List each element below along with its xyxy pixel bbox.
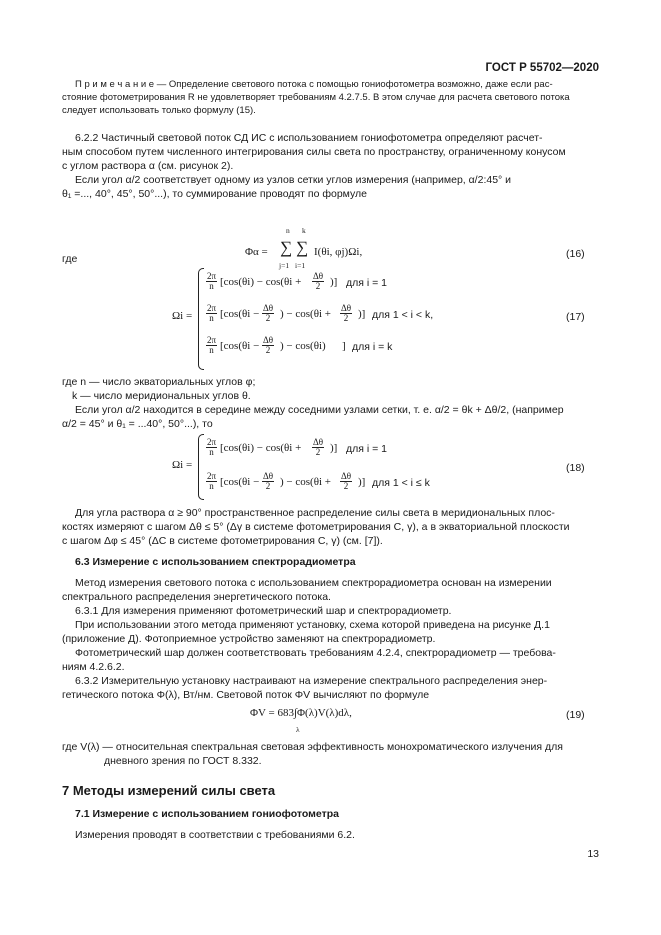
fraction: Δθ 2 [341,471,352,491]
fraction: 2π n [207,271,217,291]
paragraph-line: θ₁ =..., 40°, 45°, 50°...), то суммирование проводят по формуле [62,188,367,200]
formula-row-3-mid: ) − cos(θi) [280,340,326,352]
fraction: Δθ 2 [313,437,324,457]
formula-row-1-close: )] [330,276,338,288]
paragraph-line: Фотометрический шар должен соответствовать требованиям 4.2.4, спектрорадиометр — требова- [75,647,556,659]
section-heading: 6.3 Измерение с использованием спектрорадиометра [75,556,356,568]
formula-number: (19) [566,709,585,721]
brace-icon [198,268,204,370]
document-id: ГОСТ Р 55702—2020 [485,62,599,74]
paragraph-line: Если угол α/2 соответствует одному из узлов сетки углов измерения (например, α/2:45° и [75,174,512,186]
formula-row-1-close: )] [330,442,338,454]
formula-row-1: [cos(θi) − cos(θi + [220,276,302,288]
where-label: где [62,253,78,265]
definition-line: где n — число экваториальных углов φ; [62,376,256,388]
formula-row-3: [cos(θi − [220,340,260,352]
paragraph-line: Для угла раствора α ≥ 90° пространственное распределение силы света в меридиональных плос- [75,507,555,519]
formula-row-3-close: ] [342,340,346,352]
formula-row-2-mid: ) − cos(θi + [280,308,331,320]
formula-row-2: [cos(θi − [220,476,260,488]
formula-lhs: Ωi = [172,310,193,322]
integral-lower-limit: λ [296,725,300,734]
fraction: 2π n [207,437,217,457]
formula-row-2-close: )] [358,308,366,320]
note-line: следует использовать только формулу (15). [62,105,256,116]
paragraph-line: костях измеряют с шагом Δθ ≤ 5° (Δγ в системе фотометрирования C, γ), а в экваториальной плоскости [62,521,570,533]
fraction: 2π n [207,335,217,355]
definition-line: k — число меридиональных углов θ. [72,390,251,402]
paragraph-line: с углом раствора α (см. рисунок 2). [62,160,234,172]
formula-row-2-close: )] [358,476,366,488]
paragraph-line: α/2 = 45° и θ₁ = ...40°, 50°...), то [62,418,213,430]
chapter-heading: 7 Методы измерений силы света [62,783,276,798]
fraction: 2π n [207,303,217,323]
paragraph-line: При использовании этого метода применяют установку, схема которой приведена на рисунке Д.1 [75,619,550,631]
definition-line: где V(λ) — относительная спектральная световая эффективность монохроматического излучения для [62,741,563,753]
paragraph-line: Метод измерения светового потока с использованием спектрорадиометра основан на измерении [75,577,552,589]
condition-text: для 1 < i ≤ k [372,477,430,489]
formula-lhs: Ωi = [172,459,193,471]
fraction: Δθ 2 [313,271,324,291]
formula-row-2-mid: ) − cos(θi + [280,476,331,488]
sum-sign: ∑ [280,238,293,257]
fraction: Δθ 2 [263,303,274,323]
fraction: Δθ 2 [263,471,274,491]
note-line: стояние фотометрирования R не удовлетворяет требованиям 4.2.7.5. В этом случае для расчета светового потока [62,92,570,103]
sum-lower-limit: j=1 [279,261,290,270]
formula-row-2: [cos(θi − [220,308,260,320]
paragraph-line: 6.3.2 Измерительную установку настраивают на измерение спектрального распределения энер- [75,675,548,687]
definition-line: дневного зрения по ГОСТ 8.332. [104,755,262,767]
formula-lhs: Φα = [245,246,268,258]
paragraph-line: 6.3.1 Для измерения применяют фотометрический шар и спектрорадиометр. [75,605,452,617]
formula-number: (18) [566,462,585,474]
sum-upper-limit: k [302,226,306,235]
formula-body: I(θi, φj)Ωi, [314,246,363,258]
formula-expression: ΦV = 683∫Φ(λ)V(λ)dλ, [250,707,352,719]
brace-icon [198,434,204,500]
paragraph-line: ным способом путем численного интегрирования силы света по пространству, ограниченному конусом [62,146,566,158]
fraction: Δθ 2 [341,303,352,323]
condition-text: для i = 1 [346,277,387,289]
formula-row-1: [cos(θi) − cos(θi + [220,442,302,454]
paragraph-line: Измерения проводят в соответствии с требованиями 6.2. [75,829,355,841]
sum-sign: ∑ [296,238,309,257]
paragraph-line: (приложение Д). Фотоприемное устройство заменяют на спектрорадиометр. [62,633,436,645]
condition-text: для i = k [352,341,393,353]
formula-number: (16) [566,248,585,260]
page-number: 13 [587,848,599,860]
condition-text: для 1 < i < k, [372,309,434,321]
sum-lower-limit: i=1 [295,261,306,270]
sum-upper-limit: n [286,226,290,235]
formula-number: (17) [566,311,585,323]
fraction: 2π n [207,471,217,491]
condition-text: для i = 1 [346,443,387,455]
paragraph-line: с шагом Δφ ≤ 45° (ΔC в системе фотометрирования C, γ) (см. [7]). [62,535,383,547]
note-line: П р и м е ч а н и е — Определение светового потока с помощью гониофотометра возможно, даже если рас- [75,79,553,90]
paragraph-line: гетического потока Φ(λ), Вт/нм. Световой поток ΦV вычисляют по формуле [62,689,430,701]
paragraph-line: спектрального распределения энергетического потока. [62,591,331,603]
paragraph-line: ниям 4.2.6.2. [62,661,125,673]
paragraph-line: Если угол α/2 находится в середине между соседними узлами сетки, т. е. α/2 = θk + Δθ/2, (например [75,404,564,416]
fraction: Δθ 2 [263,335,274,355]
section-heading: 7.1 Измерение с использованием гониофотометра [75,808,340,820]
paragraph-line: 6.2.2 Частичный световой поток СД ИС с использованием гониофотометра определяют расчет- [75,132,543,144]
